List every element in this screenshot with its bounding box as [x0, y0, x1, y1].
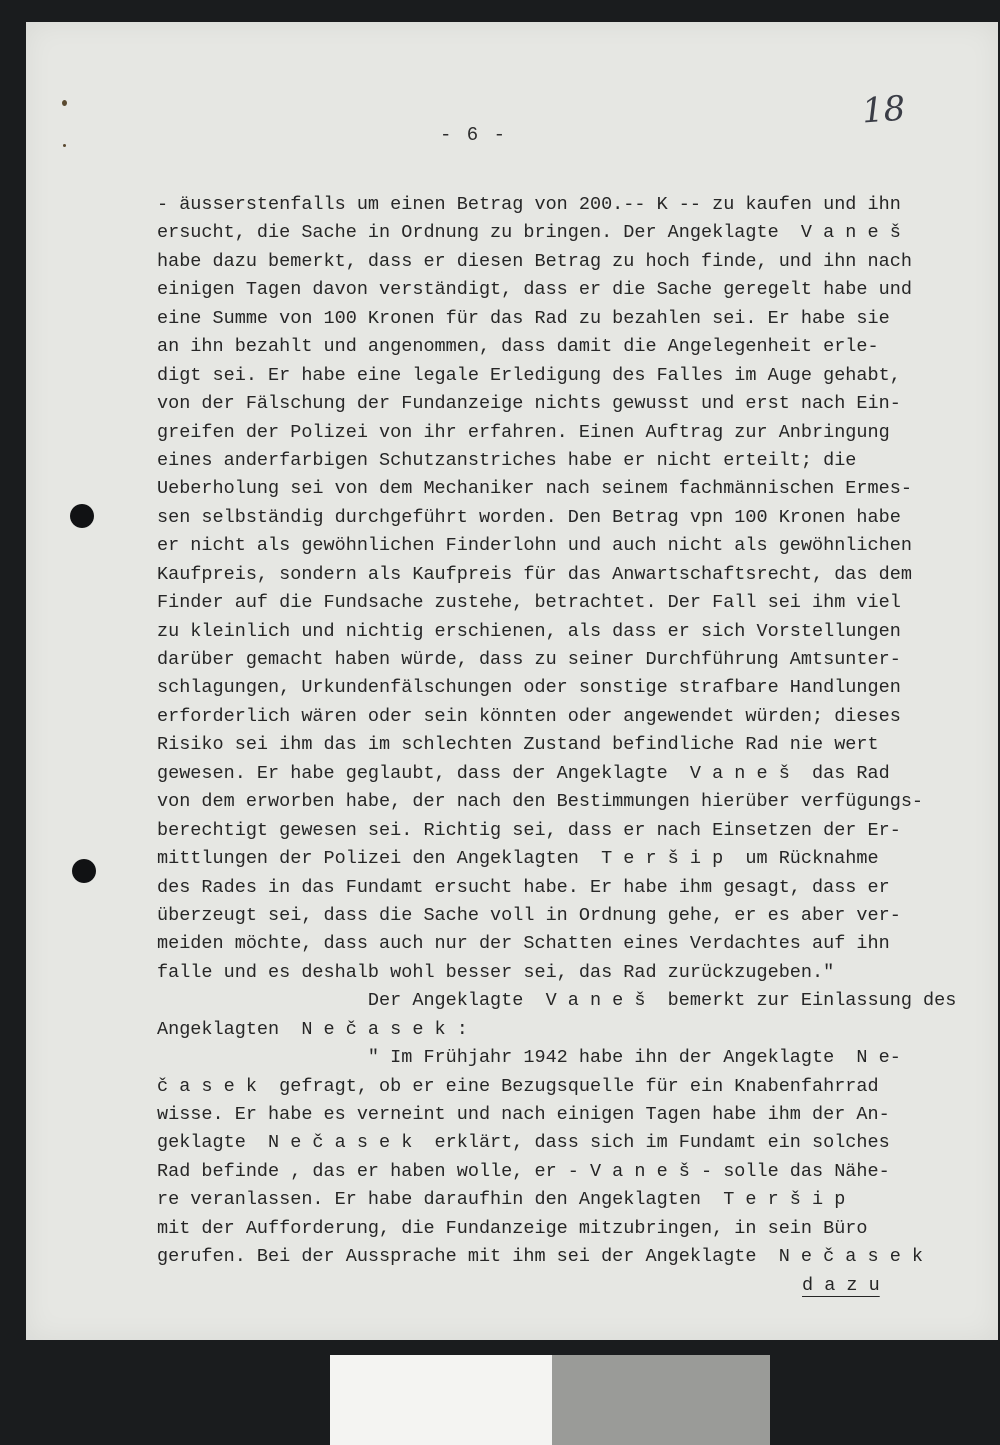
text-line: des Rades in das Fundamt ersucht habe. Er habe ihm gesagt, dass er	[157, 876, 890, 898]
text-line: er nicht als gewöhnlichen Finderlohn und auch nicht als gewöhnlichen	[157, 535, 912, 557]
text-line: gewesen. Er habe geglaubt, dass der Angeklagte V a n e š das Rad	[157, 762, 890, 784]
text-line: erforderlich wären oder sein könnten oder angewendet würden; dieses	[157, 705, 901, 727]
text-line: geklagte N e č a s e k erklärt, dass sich im Fundamt ein solches	[157, 1132, 890, 1154]
text-line: wisse. Er habe es verneint und nach einigen Tagen habe ihm der An-	[157, 1104, 890, 1125]
text-line: eines anderfarbigen Schutzanstriches habe er nicht erteilt; die	[157, 449, 857, 471]
text-line: Kaufpreis, sondern als Kaufpreis für das Anwartschaftsrecht, das dem	[157, 563, 912, 585]
punch-hole-bottom	[72, 859, 96, 883]
text-line: greifen der Polizei von ihr erfahren. Einen Auftrag zur Anbringung	[157, 421, 890, 443]
text-line: darüber gemacht haben würde, dass zu seiner Durchführung Amtsunter-	[157, 649, 901, 670]
calibration-strip-gray	[552, 1355, 770, 1445]
text-line: " Im Frühjahr 1942 habe ihn der Angeklagte N e-	[157, 1047, 901, 1069]
text-line: überzeugt sei, dass die Sache voll in Ordnung gehe, er es aber ver-	[157, 904, 901, 926]
page-number: - 6 -	[440, 124, 508, 146]
text-line: habe dazu bemerkt, dass er diesen Betrag zu hoch finde, und ihn nach	[157, 250, 912, 272]
text-line: sen selbständig durchgeführt worden. Den Betrag vpn 100 Kronen habe	[157, 506, 901, 528]
text-line: digt sei. Er habe eine legale Erledigung des Falles im Auge gehabt,	[157, 364, 901, 386]
text-line: mittlungen der Polizei den Angeklagten T e r š i p um Rücknahme	[157, 848, 879, 870]
text-line: von dem erworben habe, der nach den Bestimmungen hierüber verfügungs-	[157, 791, 924, 813]
text-line: an ihn bezahlt und angenommen, dass damit die Angelegenheit erle-	[157, 336, 879, 358]
paper-speck	[62, 100, 67, 106]
text-line: eine Summe von 100 Kronen für das Rad zu bezahlen sei. Er habe sie	[157, 307, 890, 329]
text-line: einigen Tagen davon verständigt, dass er die Sache geregelt habe und	[157, 279, 912, 301]
text-line: - äusserstenfalls um einen Betrag von 200.-- K -- zu kaufen und ihn	[157, 194, 901, 215]
text-line: Risiko sei ihm das im schlechten Zustand befindliche Rad nie wert	[157, 734, 879, 756]
text-line: zu kleinlich und nichtig erschienen, als dass er sich Vorstellungen	[157, 620, 901, 642]
text-line: berechtigt gewesen sei. Richtig sei, dass er nach Einsetzen der Er-	[157, 819, 901, 841]
text-line: re veranlassen. Er habe daraufhin den Angeklagten T e r š i p	[157, 1189, 846, 1211]
handwritten-folio-number: 18	[860, 88, 907, 132]
text-line: meiden möchte, dass auch nur der Schatten eines Verdachtes auf ihn	[157, 933, 890, 955]
text-line: schlagungen, Urkundenfälschungen oder sonstige strafbare Handlungen	[157, 677, 901, 699]
text-line: falle und es deshalb wohl besser sei, das Rad zurückzugeben."	[157, 961, 835, 983]
punch-hole-top	[70, 504, 94, 528]
paper-speck	[63, 144, 66, 147]
text-line: Rad befinde , das er haben wolle, er - V a n e š - solle das Nähe-	[157, 1160, 890, 1182]
calibration-strip-white	[330, 1355, 552, 1445]
text-line: gerufen. Bei der Aussprache mit ihm sei der Angeklagte N e č a s e k	[157, 1246, 924, 1268]
body-text	[157, 191, 957, 1300]
text-line: Finder auf die Fundsache zustehe, betrachtet. Der Fall sei ihm viel	[157, 592, 901, 614]
text-line: ersucht, die Sache in Ordnung zu bringen. Der Angeklagte V a n e š	[157, 222, 901, 244]
text-line: Angeklagten N e č a s e k :	[157, 1018, 468, 1040]
text-line: č a s e k gefragt, ob er eine Bezugsquelle für ein Knabenfahrrad	[157, 1075, 879, 1097]
text-line: Ueberholung sei von dem Mechaniker nach seinem fachmännischen Ermes-	[157, 478, 912, 500]
catchword: d a z u	[802, 1274, 880, 1296]
text-line: mit der Aufforderung, die Fundanzeige mitzubringen, in sein Büro	[157, 1217, 868, 1239]
text-line: von der Fälschung der Fundanzeige nichts gewusst und erst nach Ein-	[157, 393, 901, 415]
text-line: Der Angeklagte V a n e š bemerkt zur Einlassung des	[157, 990, 957, 1012]
